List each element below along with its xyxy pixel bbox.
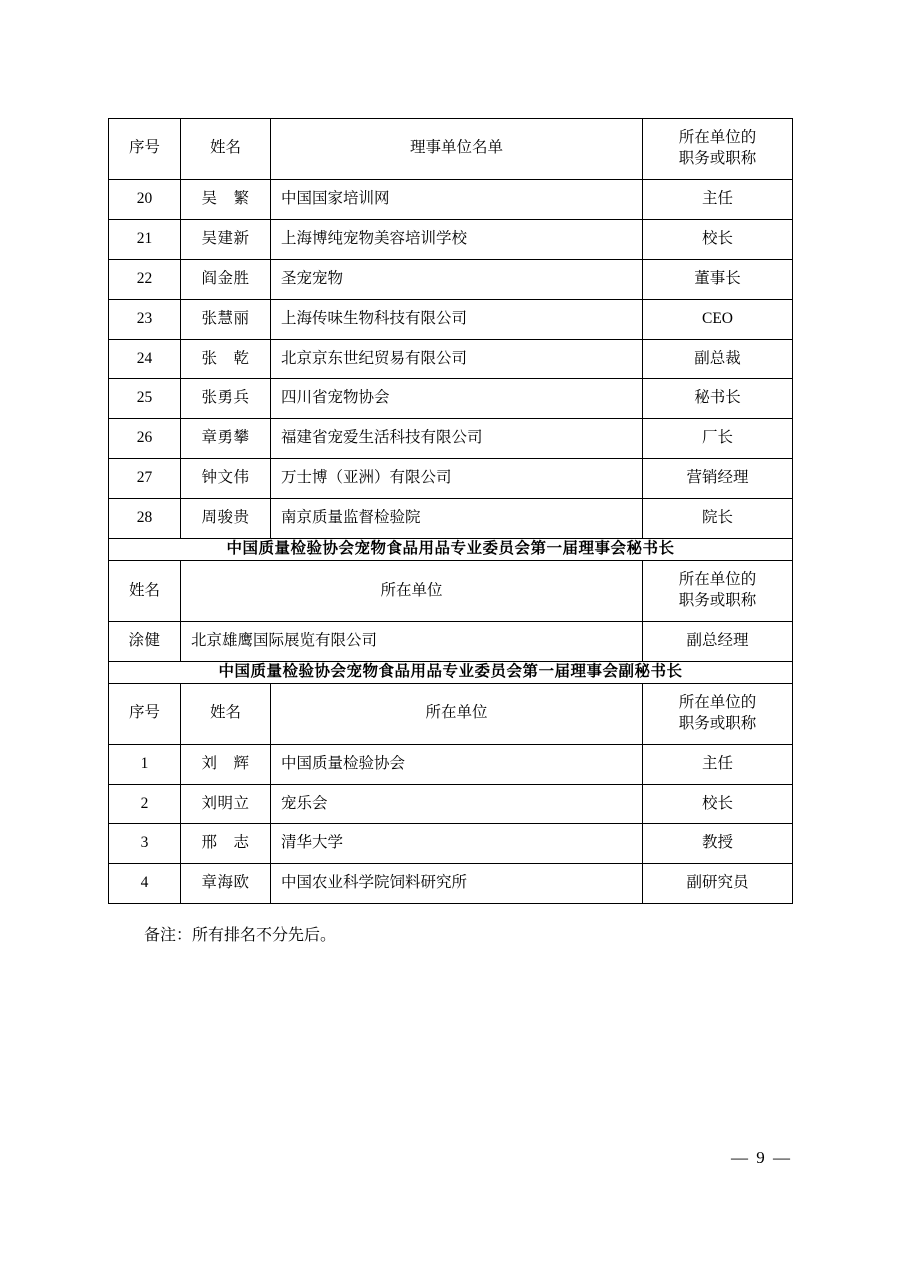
header-name xyxy=(181,119,271,180)
cell-title xyxy=(643,219,793,259)
header-title-line1: 所在单位的 xyxy=(678,129,757,146)
cell-title xyxy=(643,499,793,539)
cell-unit xyxy=(271,179,643,219)
cell-name xyxy=(181,299,271,339)
table-row xyxy=(109,219,793,259)
cell-name xyxy=(181,824,271,864)
header-title-block xyxy=(643,561,792,621)
cell-seq xyxy=(109,179,181,219)
header-title-line1: 所在单位的 xyxy=(678,571,757,589)
row-title: 副总经理 xyxy=(686,631,749,649)
row-title: 副总裁 xyxy=(694,349,741,367)
cell-unit xyxy=(271,339,643,379)
row-unit: 清华大学 xyxy=(281,834,344,852)
cell-unit xyxy=(271,864,643,904)
row-seq: 26 xyxy=(136,429,153,447)
cell-title xyxy=(643,621,793,661)
row-name: 张慧丽 xyxy=(201,309,250,327)
cell-name xyxy=(181,864,271,904)
table-row xyxy=(109,824,793,864)
row-name: 周骏贵 xyxy=(201,509,250,527)
cell-name xyxy=(181,179,271,219)
row-name: 涂健 xyxy=(128,631,161,649)
row-unit: 上海博纯宠物美容培训学校 xyxy=(281,229,468,247)
cell-name xyxy=(181,219,271,259)
row-unit: 福建省宠爱生活科技有限公司 xyxy=(281,429,483,447)
row-title: 校长 xyxy=(701,794,733,812)
directors-table-body xyxy=(109,119,793,561)
row-name: 张 乾 xyxy=(201,349,250,367)
row-title: 院长 xyxy=(701,509,733,527)
table-header-row xyxy=(109,683,793,744)
section-title-row-secretary-general xyxy=(109,539,793,561)
row-title: 副研究员 xyxy=(686,874,749,892)
header-seq xyxy=(109,683,181,744)
deputy-secretary-general-table-body xyxy=(109,683,793,904)
row-title: 主任 xyxy=(701,754,733,772)
row-title: 董事长 xyxy=(694,269,741,287)
cell-seq xyxy=(109,784,181,824)
section-title-cell: 中国质量检验协会宠物食品用品专业委员会第一届理事会副秘书长 xyxy=(109,661,793,683)
document-body xyxy=(108,118,792,945)
row-name: 阎金胜 xyxy=(201,269,250,287)
row-unit: 中国质量检验协会 xyxy=(281,754,406,772)
row-seq: 23 xyxy=(136,309,153,327)
cell-title xyxy=(643,179,793,219)
table-row xyxy=(109,459,793,499)
row-seq: 2 xyxy=(140,794,149,812)
row-title: 校长 xyxy=(701,229,733,247)
header-title-line2: 职务或职称 xyxy=(678,591,757,609)
header-unit-label: 理事单位名单 xyxy=(409,139,503,157)
cell-unit xyxy=(271,499,643,539)
cell-seq xyxy=(109,219,181,259)
row-seq: 4 xyxy=(140,874,149,892)
row-unit: 中国农业科学院饲料研究所 xyxy=(281,874,468,892)
cell-title xyxy=(643,824,793,864)
cell-seq xyxy=(109,459,181,499)
cell-name xyxy=(181,339,271,379)
directors-table xyxy=(108,118,793,561)
cell-name xyxy=(181,379,271,419)
header-unit xyxy=(271,119,643,180)
row-unit: 四川省宠物协会 xyxy=(281,389,390,407)
header-seq xyxy=(109,119,181,180)
cell-unit xyxy=(271,259,643,299)
row-title: 营销经理 xyxy=(686,469,749,487)
cell-name xyxy=(181,744,271,784)
header-title xyxy=(643,561,793,622)
cell-name xyxy=(181,499,271,539)
cell-name xyxy=(181,784,271,824)
cell-unit xyxy=(271,744,643,784)
row-title: 厂长 xyxy=(701,429,733,447)
cell-seq xyxy=(109,824,181,864)
row-unit: 万士博（亚洲）有限公司 xyxy=(281,469,452,487)
header-title xyxy=(643,683,793,744)
header-name xyxy=(109,561,181,622)
cell-unit xyxy=(271,459,643,499)
row-seq: 3 xyxy=(140,834,149,852)
header-unit xyxy=(271,683,643,744)
row-unit: 中国国家培训网 xyxy=(281,189,390,207)
cell-title xyxy=(643,259,793,299)
header-title xyxy=(643,119,793,180)
row-name: 吴 繁 xyxy=(201,189,250,207)
secretary-general-table xyxy=(108,560,793,684)
cell-title xyxy=(643,299,793,339)
secretary-general-table-body xyxy=(109,561,793,684)
table-row xyxy=(109,179,793,219)
cell-seq xyxy=(109,339,181,379)
row-unit: 上海传味生物科技有限公司 xyxy=(281,309,468,327)
header-title-block xyxy=(643,684,792,744)
row-seq: 25 xyxy=(136,389,153,407)
header-title-block xyxy=(643,119,792,179)
table-header-row xyxy=(109,119,793,180)
row-seq: 27 xyxy=(136,469,153,487)
section-title-cell: 中国质量检验协会宠物食品用品专业委员会第一届理事会秘书长 xyxy=(109,539,793,561)
row-name: 张勇兵 xyxy=(201,389,250,407)
table-row xyxy=(109,339,793,379)
table-row xyxy=(109,864,793,904)
cell-seq xyxy=(109,259,181,299)
page-number: — 9 — xyxy=(731,1148,792,1167)
header-title-line1: 所在单位的 xyxy=(678,693,757,711)
table-row xyxy=(109,379,793,419)
header-name-label: 姓名 xyxy=(209,704,241,722)
table-row xyxy=(109,499,793,539)
header-name-label: 姓名 xyxy=(209,139,241,157)
cell-seq xyxy=(109,499,181,539)
header-title-line2: 职务或职称 xyxy=(678,149,757,167)
row-title: CEO xyxy=(702,309,733,327)
row-seq: 24 xyxy=(136,349,153,367)
row-name: 刘 辉 xyxy=(201,754,250,772)
row-title: 教授 xyxy=(701,834,733,852)
row-unit: 圣宠宠物 xyxy=(281,269,344,287)
row-name: 章海欧 xyxy=(201,874,250,892)
header-name-label: 姓名 xyxy=(128,581,160,599)
cell-seq xyxy=(109,744,181,784)
row-unit: 北京京东世纪贸易有限公司 xyxy=(281,349,468,367)
table-row xyxy=(109,299,793,339)
deputy-secretary-general-table xyxy=(108,683,793,905)
table-row xyxy=(109,419,793,459)
cell-unit xyxy=(271,299,643,339)
row-title: 秘书长 xyxy=(694,389,741,407)
row-name: 邢 志 xyxy=(201,834,250,852)
cell-title xyxy=(643,864,793,904)
row-unit: 北京雄鹰国际展览有限公司 xyxy=(191,631,378,649)
table-row xyxy=(109,259,793,299)
table-header-row xyxy=(109,561,793,622)
row-seq: 28 xyxy=(136,509,153,527)
cell-title xyxy=(643,784,793,824)
row-seq: 20 xyxy=(136,189,153,207)
table-row xyxy=(109,744,793,784)
cell-title xyxy=(643,459,793,499)
row-seq: 21 xyxy=(136,229,153,247)
row-name: 钟文伟 xyxy=(201,469,250,487)
cell-title xyxy=(643,419,793,459)
row-name: 吴建新 xyxy=(201,229,250,247)
cell-unit xyxy=(271,379,643,419)
header-unit xyxy=(181,561,643,622)
cell-name xyxy=(181,459,271,499)
row-seq: 1 xyxy=(140,754,149,772)
section-title-row-deputy-secretary-general xyxy=(109,661,793,683)
cell-seq xyxy=(109,379,181,419)
header-seq-label: 序号 xyxy=(128,139,160,157)
cell-title xyxy=(643,744,793,784)
cell-unit xyxy=(271,219,643,259)
cell-title xyxy=(643,379,793,419)
header-unit-label: 所在单位 xyxy=(425,704,488,722)
row-unit: 南京质量监督检验院 xyxy=(281,509,421,527)
cell-name xyxy=(181,419,271,459)
cell-seq xyxy=(109,419,181,459)
cell-name xyxy=(181,259,271,299)
cell-unit xyxy=(271,824,643,864)
header-title-line2: 职务或职称 xyxy=(678,714,757,732)
header-name xyxy=(181,683,271,744)
cell-unit xyxy=(181,621,643,661)
row-name: 刘明立 xyxy=(201,794,250,812)
row-seq: 22 xyxy=(136,269,153,287)
cell-name xyxy=(109,621,181,661)
table-row xyxy=(109,784,793,824)
cell-unit xyxy=(271,784,643,824)
cell-seq xyxy=(109,299,181,339)
row-title: 主任 xyxy=(701,189,733,207)
document-note: 备注：所有排名不分先后。 xyxy=(144,927,337,945)
row-unit: 宠乐会 xyxy=(281,794,328,812)
cell-seq xyxy=(109,864,181,904)
cell-unit xyxy=(271,419,643,459)
table-row xyxy=(109,621,793,661)
header-unit-label: 所在单位 xyxy=(380,581,443,599)
row-name: 章勇攀 xyxy=(201,429,250,447)
cell-title xyxy=(643,339,793,379)
header-seq-label: 序号 xyxy=(128,704,160,722)
